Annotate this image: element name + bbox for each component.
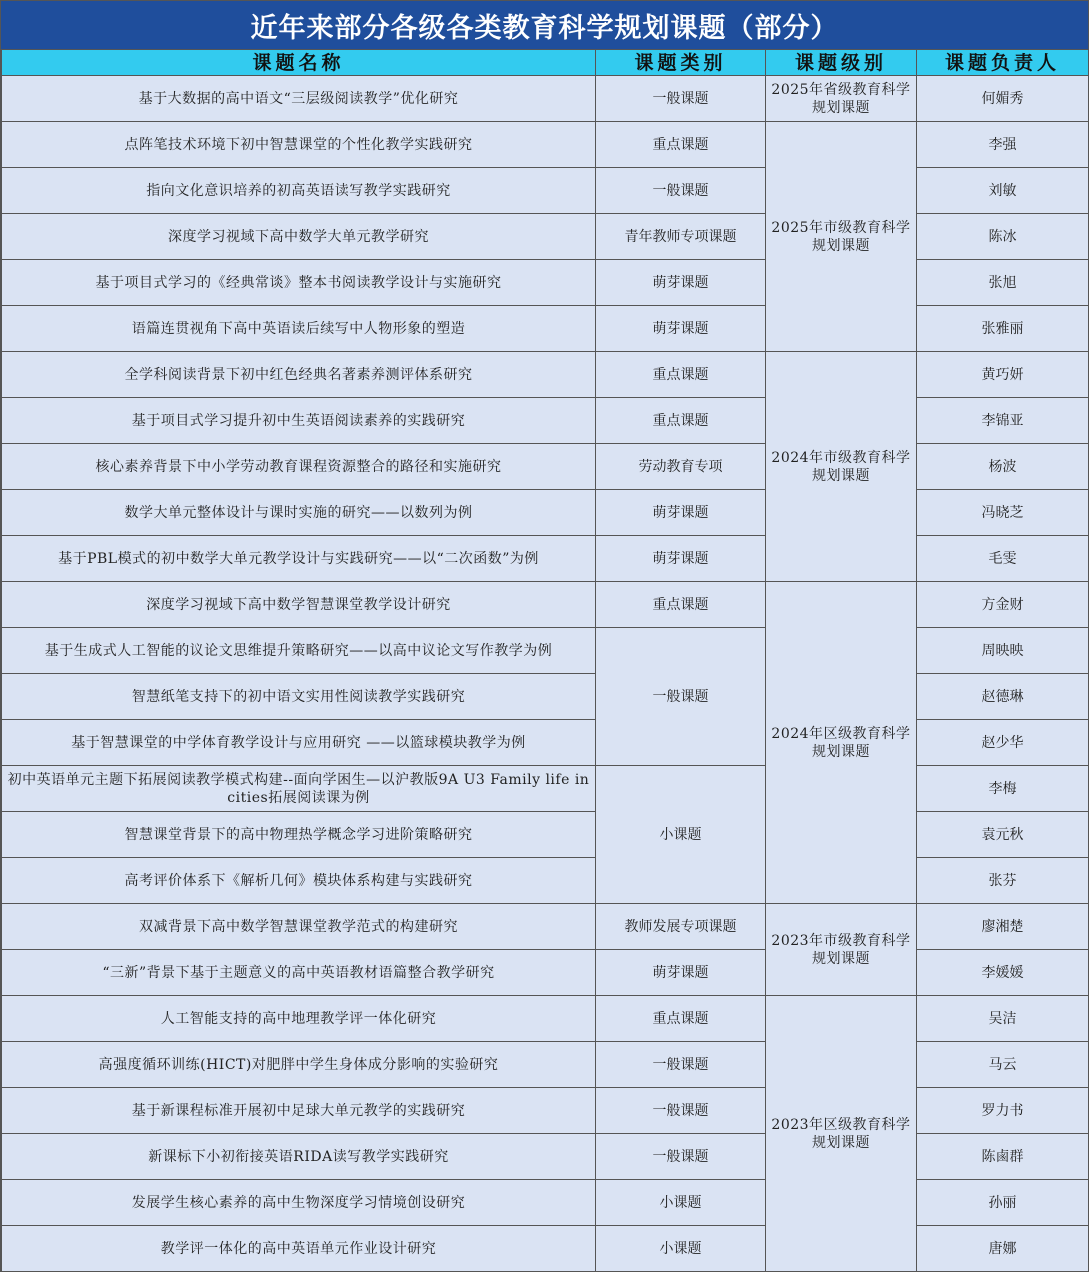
project-category: 小课题: [596, 766, 766, 904]
project-person: 陈冰: [917, 214, 1089, 260]
project-name: 基于大数据的高中语文“三层级阅读教学”优化研究: [2, 76, 596, 122]
project-category: 萌芽课题: [596, 306, 766, 352]
project-person: 李锦亚: [917, 398, 1089, 444]
table-row: [2, 766, 1089, 812]
project-name: 基于生成式人工智能的议论文思维提升策略研究——以高中议论文写作教学为例: [2, 628, 596, 674]
project-category: 萌芽课题: [596, 490, 766, 536]
project-category: 一般课题: [596, 168, 766, 214]
project-category: 重点课题: [596, 122, 766, 168]
project-name: 语篇连贯视角下高中英语读后续写中人物形象的塑造: [2, 306, 596, 352]
project-person: 张旭: [917, 260, 1089, 306]
project-name: 基于项目式学习的《经典常谈》整本书阅读教学设计与实施研究: [2, 260, 596, 306]
project-category: 一般课题: [596, 1088, 766, 1134]
project-person: 李媛媛: [917, 950, 1089, 996]
table-row: [2, 1088, 1089, 1134]
table-row: [2, 858, 1089, 904]
project-person: 孙丽: [917, 1180, 1089, 1226]
project-name: 全学科阅读背景下初中红色经典名著素养测评体系研究: [2, 352, 596, 398]
project-table: [1, 49, 1089, 1272]
project-person: 李强: [917, 122, 1089, 168]
header-category: 课题类别: [596, 50, 766, 76]
project-person: 冯晓芝: [917, 490, 1089, 536]
project-category: 重点课题: [596, 582, 766, 628]
project-name: 深度学习视域下高中数学大单元教学研究: [2, 214, 596, 260]
project-person: 黄巧妍: [917, 352, 1089, 398]
project-category: 小课题: [596, 1180, 766, 1226]
project-name: 基于项目式学习提升初中生英语阅读素养的实践研究: [2, 398, 596, 444]
project-name: 双减背景下高中数学智慧课堂教学范式的构建研究: [2, 904, 596, 950]
project-person: 刘敏: [917, 168, 1089, 214]
project-level: 2024年市级教育科学规划课题: [766, 352, 917, 582]
header-person: 课题负责人: [917, 50, 1089, 76]
project-category: 重点课题: [596, 996, 766, 1042]
project-person: 张芬: [917, 858, 1089, 904]
table-row: [2, 1226, 1089, 1272]
project-person: 罗力书: [917, 1088, 1089, 1134]
project-level: 2025年省级教育科学规划课题: [766, 76, 917, 122]
project-level: 2023年市级教育科学规划课题: [766, 904, 917, 996]
table-row: [2, 214, 1089, 260]
project-category: 重点课题: [596, 352, 766, 398]
project-level: 2024年区级教育科学规划课题: [766, 582, 917, 904]
project-name: 高强度循环训练(HICT)对肥胖中学生身体成分影响的实验研究: [2, 1042, 596, 1088]
table-row: [2, 1134, 1089, 1180]
project-category: 萌芽课题: [596, 260, 766, 306]
table-row: [2, 444, 1089, 490]
project-person: 何媚秀: [917, 76, 1089, 122]
project-person: 马云: [917, 1042, 1089, 1088]
project-name: 初中英语单元主题下拓展阅读教学模式构建--面向学困生—以沪教版9A U3 Family life in cities拓展阅读课为例: [2, 766, 596, 812]
project-name: 基于智慧课堂的中学体育教学设计与应用研究 ——以篮球模块教学为例: [2, 720, 596, 766]
project-name: 核心素养背景下中小学劳动教育课程资源整合的路径和实施研究: [2, 444, 596, 490]
project-level: 2025年市级教育科学规划课题: [766, 122, 917, 352]
project-category: 一般课题: [596, 1134, 766, 1180]
project-name: 数学大单元整体设计与课时实施的研究——以数列为例: [2, 490, 596, 536]
project-name: 智慧课堂背景下的高中物理热学概念学习进阶策略研究: [2, 812, 596, 858]
project-name: 基于PBL模式的初中数学大单元教学设计与实践研究——以“二次函数”为例: [2, 536, 596, 582]
project-level: 2023年区级教育科学规划课题: [766, 996, 917, 1272]
project-category: 一般课题: [596, 76, 766, 122]
project-name: 人工智能支持的高中地理教学评一体化研究: [2, 996, 596, 1042]
table-title: 近年来部分各级各类教育科学规划课题（部分）: [1, 1, 1088, 49]
project-person: 赵德琳: [917, 674, 1089, 720]
table-row: [2, 812, 1089, 858]
table-row: [2, 1180, 1089, 1226]
table-row: [2, 168, 1089, 214]
project-category: 劳动教育专项: [596, 444, 766, 490]
project-person: 杨波: [917, 444, 1089, 490]
project-person: 周映映: [917, 628, 1089, 674]
table-row: [2, 904, 1089, 950]
project-person: 陈鹵群: [917, 1134, 1089, 1180]
project-category: 一般课题: [596, 1042, 766, 1088]
table-row: [2, 720, 1089, 766]
table-row: [2, 76, 1089, 122]
table-row: [2, 996, 1089, 1042]
table-row: [2, 1042, 1089, 1088]
header-project-name: 课题名称: [2, 50, 596, 76]
project-name: 点阵笔技术环境下初中智慧课堂的个性化教学实践研究: [2, 122, 596, 168]
project-name: “三新”背景下基于主题意义的高中英语教材语篇整合教学研究: [2, 950, 596, 996]
project-name: 教学评一体化的高中英语单元作业设计研究: [2, 1226, 596, 1272]
project-category: 萌芽课题: [596, 950, 766, 996]
project-person: 张雅丽: [917, 306, 1089, 352]
project-name: 发展学生核心素养的高中生物深度学习情境创设研究: [2, 1180, 596, 1226]
project-person: 毛雯: [917, 536, 1089, 582]
project-category: 萌芽课题: [596, 536, 766, 582]
table-row: [2, 950, 1089, 996]
table-row: [2, 490, 1089, 536]
project-category: 重点课题: [596, 398, 766, 444]
header-level: 课题级别: [766, 50, 917, 76]
project-name: 指向文化意识培养的初高英语读写教学实践研究: [2, 168, 596, 214]
project-person: 廖湘楚: [917, 904, 1089, 950]
project-person: 吴洁: [917, 996, 1089, 1042]
table-row: [2, 674, 1089, 720]
table-row: [2, 122, 1089, 168]
table-row: [2, 536, 1089, 582]
table-row: [2, 352, 1089, 398]
header-row: [2, 50, 1089, 76]
table-row: [2, 582, 1089, 628]
project-person: 袁元秋: [917, 812, 1089, 858]
table-row: [2, 306, 1089, 352]
project-category: 青年教师专项课题: [596, 214, 766, 260]
project-person: 赵少华: [917, 720, 1089, 766]
project-name: 高考评价体系下《解析几何》模块体系构建与实践研究: [2, 858, 596, 904]
project-person: 李梅: [917, 766, 1089, 812]
project-category: 小课题: [596, 1226, 766, 1272]
table-row: [2, 628, 1089, 674]
project-category: 教师发展专项课题: [596, 904, 766, 950]
project-name: 新课标下小初衔接英语RIDA读写教学实践研究: [2, 1134, 596, 1180]
project-person: 方金财: [917, 582, 1089, 628]
project-name: 基于新课程标准开展初中足球大单元教学的实践研究: [2, 1088, 596, 1134]
project-category: 一般课题: [596, 628, 766, 766]
project-name: 智慧纸笔支持下的初中语文实用性阅读教学实践研究: [2, 674, 596, 720]
project-person: 唐娜: [917, 1226, 1089, 1272]
project-name: 深度学习视域下高中数学智慧课堂教学设计研究: [2, 582, 596, 628]
table-row: [2, 398, 1089, 444]
table-row: [2, 260, 1089, 306]
